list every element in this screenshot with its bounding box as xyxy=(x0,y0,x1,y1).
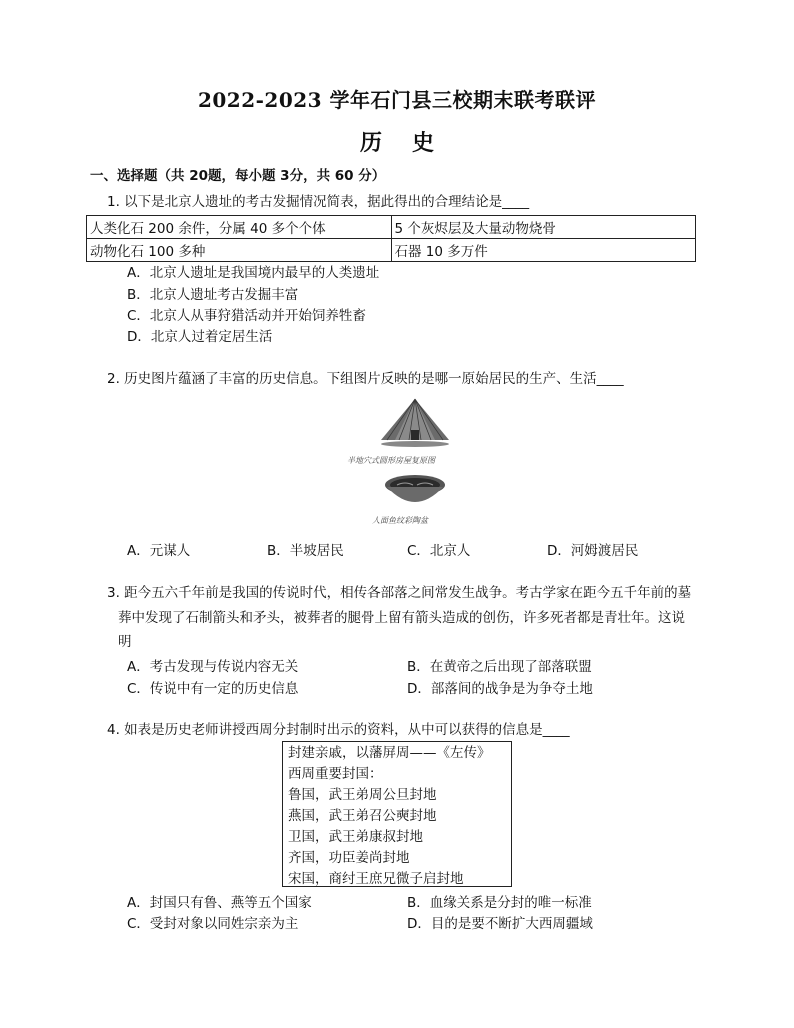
source-line: 燕国，武王弟召公奭封地 xyxy=(288,808,437,824)
q1-option-d[interactable]: D．北京人过着定居生活 xyxy=(127,329,273,345)
table-cell: 人类化石 200 余件，分属 40 多个个体 xyxy=(87,216,392,239)
table-cell: 动物化石 100 多种 xyxy=(87,239,392,262)
q2-option-b[interactable]: B．半坡居民 xyxy=(267,543,344,559)
subject-title: 历史 xyxy=(359,130,464,156)
q2-option-d[interactable]: D．河姆渡居民 xyxy=(547,543,639,559)
q4-stem: 4. 如表是历史老师讲授西周分封制时出示的资料，从中可以获得的信息是____ xyxy=(107,722,570,738)
q3-option-d[interactable]: D．部落间的战争是为争夺土地 xyxy=(407,681,593,697)
house-caption-text: 半地穴式圆形房屋复原图 xyxy=(347,456,435,465)
q3-stem-line3: 明 xyxy=(118,634,132,650)
exam-title: 2022-2023 学年石门县三校期末联考联评 xyxy=(197,88,597,112)
round-house-image xyxy=(375,396,455,448)
section-heading: 一、选择题（共 20题，每小题 3分，共 60 分） xyxy=(90,168,386,184)
q3-stem-line1: 3. 距今五六千年前是我国的传说时代，相传各部落之间常发生战争。考古学家在距今五千年前的墓 xyxy=(107,585,692,601)
q2-stem: 2. 历史图片蕴涵了丰富的历史信息。下组图片反映的是哪一原始居民的生产、生活____ xyxy=(107,371,624,387)
basin-caption: 人面鱼纹彩陶盆 xyxy=(372,516,428,525)
table-row xyxy=(87,216,696,239)
q1-option-b[interactable]: B．北京人遗址考古发掘丰富 xyxy=(127,287,299,303)
q4-option-a[interactable]: A．封国只有鲁、燕等五个国家 xyxy=(127,895,312,911)
source-line: 宋国，商纣王庶兄微子启封地 xyxy=(288,871,464,887)
painted-basin-image xyxy=(383,473,447,511)
q1-table xyxy=(86,215,696,262)
q1-option-c[interactable]: C．北京人从事狩猎活动并开始饲养牲畜 xyxy=(127,308,366,324)
q4-option-c[interactable]: C．受封对象以同姓宗亲为主 xyxy=(127,916,299,932)
source-line: 鲁国，武王弟周公旦封地 xyxy=(288,787,437,803)
q1-stem: 1. 以下是北京人遗址的考古发掘情况简表，据此得出的合理结论是____ xyxy=(107,194,530,210)
q3-stem-line2: 葬中发现了石制箭头和矛头，被葬者的腿骨上留有箭头造成的创伤，许多死者都是青壮年。这说 xyxy=(118,610,685,626)
source-line: 齐国，功臣姜尚封地 xyxy=(288,850,410,866)
q2-option-a[interactable]: A．元谋人 xyxy=(127,543,191,559)
table-cell: 5 个灰烬层及大量动物烧骨 xyxy=(391,216,696,239)
source-line: 卫国，武王弟康叔封地 xyxy=(288,829,423,845)
q4-option-b[interactable]: B．血缘关系是分封的唯一标准 xyxy=(407,895,592,911)
table-cell: 石器 10 多万件 xyxy=(391,239,696,262)
q4-option-d[interactable]: D．目的是要不断扩大西周疆域 xyxy=(407,916,593,932)
source-line: 封建亲戚，以藩屏周——《左传》 xyxy=(288,745,491,761)
q3-option-b[interactable]: B．在黄帝之后出现了部落联盟 xyxy=(407,659,592,675)
source-line: 西周重要封国： xyxy=(288,766,383,782)
q4-source-box xyxy=(282,741,512,887)
q1-option-a[interactable]: A．北京人遗址是我国境内最早的人类遗址 xyxy=(127,265,380,281)
q3-option-c[interactable]: C．传说中有一定的历史信息 xyxy=(127,681,299,697)
q3-option-a[interactable]: A．考古发现与传说内容无关 xyxy=(127,659,299,675)
table-row xyxy=(87,239,696,262)
q2-option-c[interactable]: C．北京人 xyxy=(407,543,471,559)
